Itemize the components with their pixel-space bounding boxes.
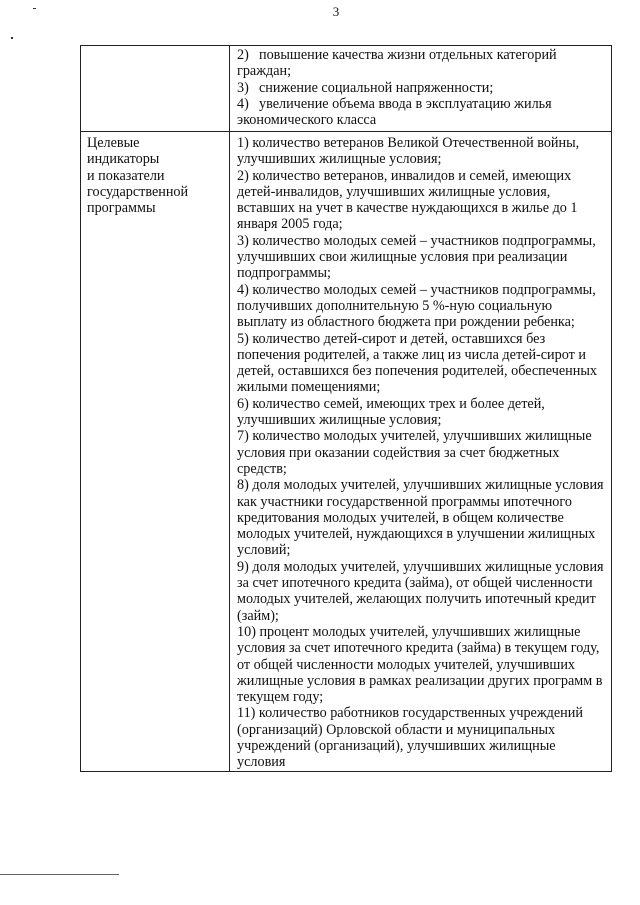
program-passport-table bbox=[80, 45, 612, 772]
indicators-row bbox=[81, 132, 612, 772]
indicator-item: 3) количество молодых семей – участников подпрограммы, улучшивших свои жилищные условия при реализации подпрограммы; bbox=[237, 232, 596, 282]
goal-text: увеличение объема ввода в эксплуатацию жилья экономического класса bbox=[237, 95, 552, 129]
scan-speck bbox=[11, 37, 13, 39]
goal-text: повышение качества жизни отдельных категорий граждан; bbox=[237, 47, 557, 80]
indicator-item: 11) количество работников государственных учреждений (организаций) Орловской области и муниципальных учреждений (организаций), улучшивших жилищные условия bbox=[237, 705, 583, 771]
goal-text: снижение социальной напряженности; bbox=[259, 79, 494, 96]
goals-continued-row bbox=[81, 46, 612, 132]
indicator-item: 8) доля молодых учителей, улучшивших жилищные условия как участники государственной программы ипотечного кредитования молодых учителей, в общем количестве молодых учителей, нуждающихся в улучшении жилищных условий; bbox=[237, 477, 604, 559]
goals-label-cell bbox=[81, 46, 230, 132]
goal-item bbox=[237, 96, 607, 129]
indicator-item: 7) количество молодых учителей, улучшивших жилищные условия при оказании содействия за счет бюджетных средств; bbox=[237, 428, 592, 477]
indicator-item: 4) количество молодых семей – участников подпрограммы, получивших дополнительную 5 %-ную социальную выплату из областного бюджета при рождении ребенка; bbox=[237, 281, 596, 331]
indicator-item: 10) процент молодых учителей, улучшивших жилищные условия за счет ипотечного кредита (займа) в текущем году, от общей численности молодых учителей, улучшивших жилищные условия в рамках реализации других программ в текущем году; bbox=[237, 623, 603, 706]
goal-item bbox=[237, 47, 607, 80]
indicators-label-line: Целевые bbox=[87, 135, 140, 151]
indicator-item: 1) количество ветеранов Великой Отечественной войны, улучшивших жилищные условия; bbox=[237, 135, 580, 168]
goal-number: 3) bbox=[237, 79, 249, 96]
indicators-label-line: индикаторы bbox=[87, 151, 160, 168]
goals-cell bbox=[230, 46, 612, 132]
goal-item bbox=[237, 80, 607, 96]
indicator-item: 9) доля молодых учителей, улучшивших жилищные условия за счет ипотечного кредита (займа), от общей численности молодых учителей, желающих получить ипотечный кредит (займ); bbox=[237, 558, 604, 624]
indicators-list-cell bbox=[230, 132, 612, 772]
indicator-item: 5) количество детей-сирот и детей, оставшихся без попечения родителей, а также лиц из числа детей-сирот и детей, оставшихся без попечения родителей, обеспеченных жилыми помещениями; bbox=[237, 330, 597, 396]
goal-number: 4) bbox=[237, 95, 249, 112]
indicator-item: 6) количество семей, имеющих трех и более детей, улучшивших жилищные условия; bbox=[237, 395, 545, 429]
indicators-label-line: программы bbox=[87, 200, 156, 217]
indicator-item: 2) количество ветеранов, инвалидов и семей, имеющих детей-инвалидов, улучшивших жилищные условия, вставших на учет в качестве нуждающихся в жилье до 1 января 2005 года; bbox=[237, 167, 578, 233]
indicators-label-line: государственной bbox=[87, 183, 189, 200]
page-number: 3 bbox=[332, 4, 340, 19]
footer-rule bbox=[0, 874, 119, 875]
indicators-label-line: и показатели bbox=[87, 167, 165, 184]
indicators-label-cell bbox=[81, 132, 230, 772]
goal-number: 2) bbox=[237, 47, 249, 63]
